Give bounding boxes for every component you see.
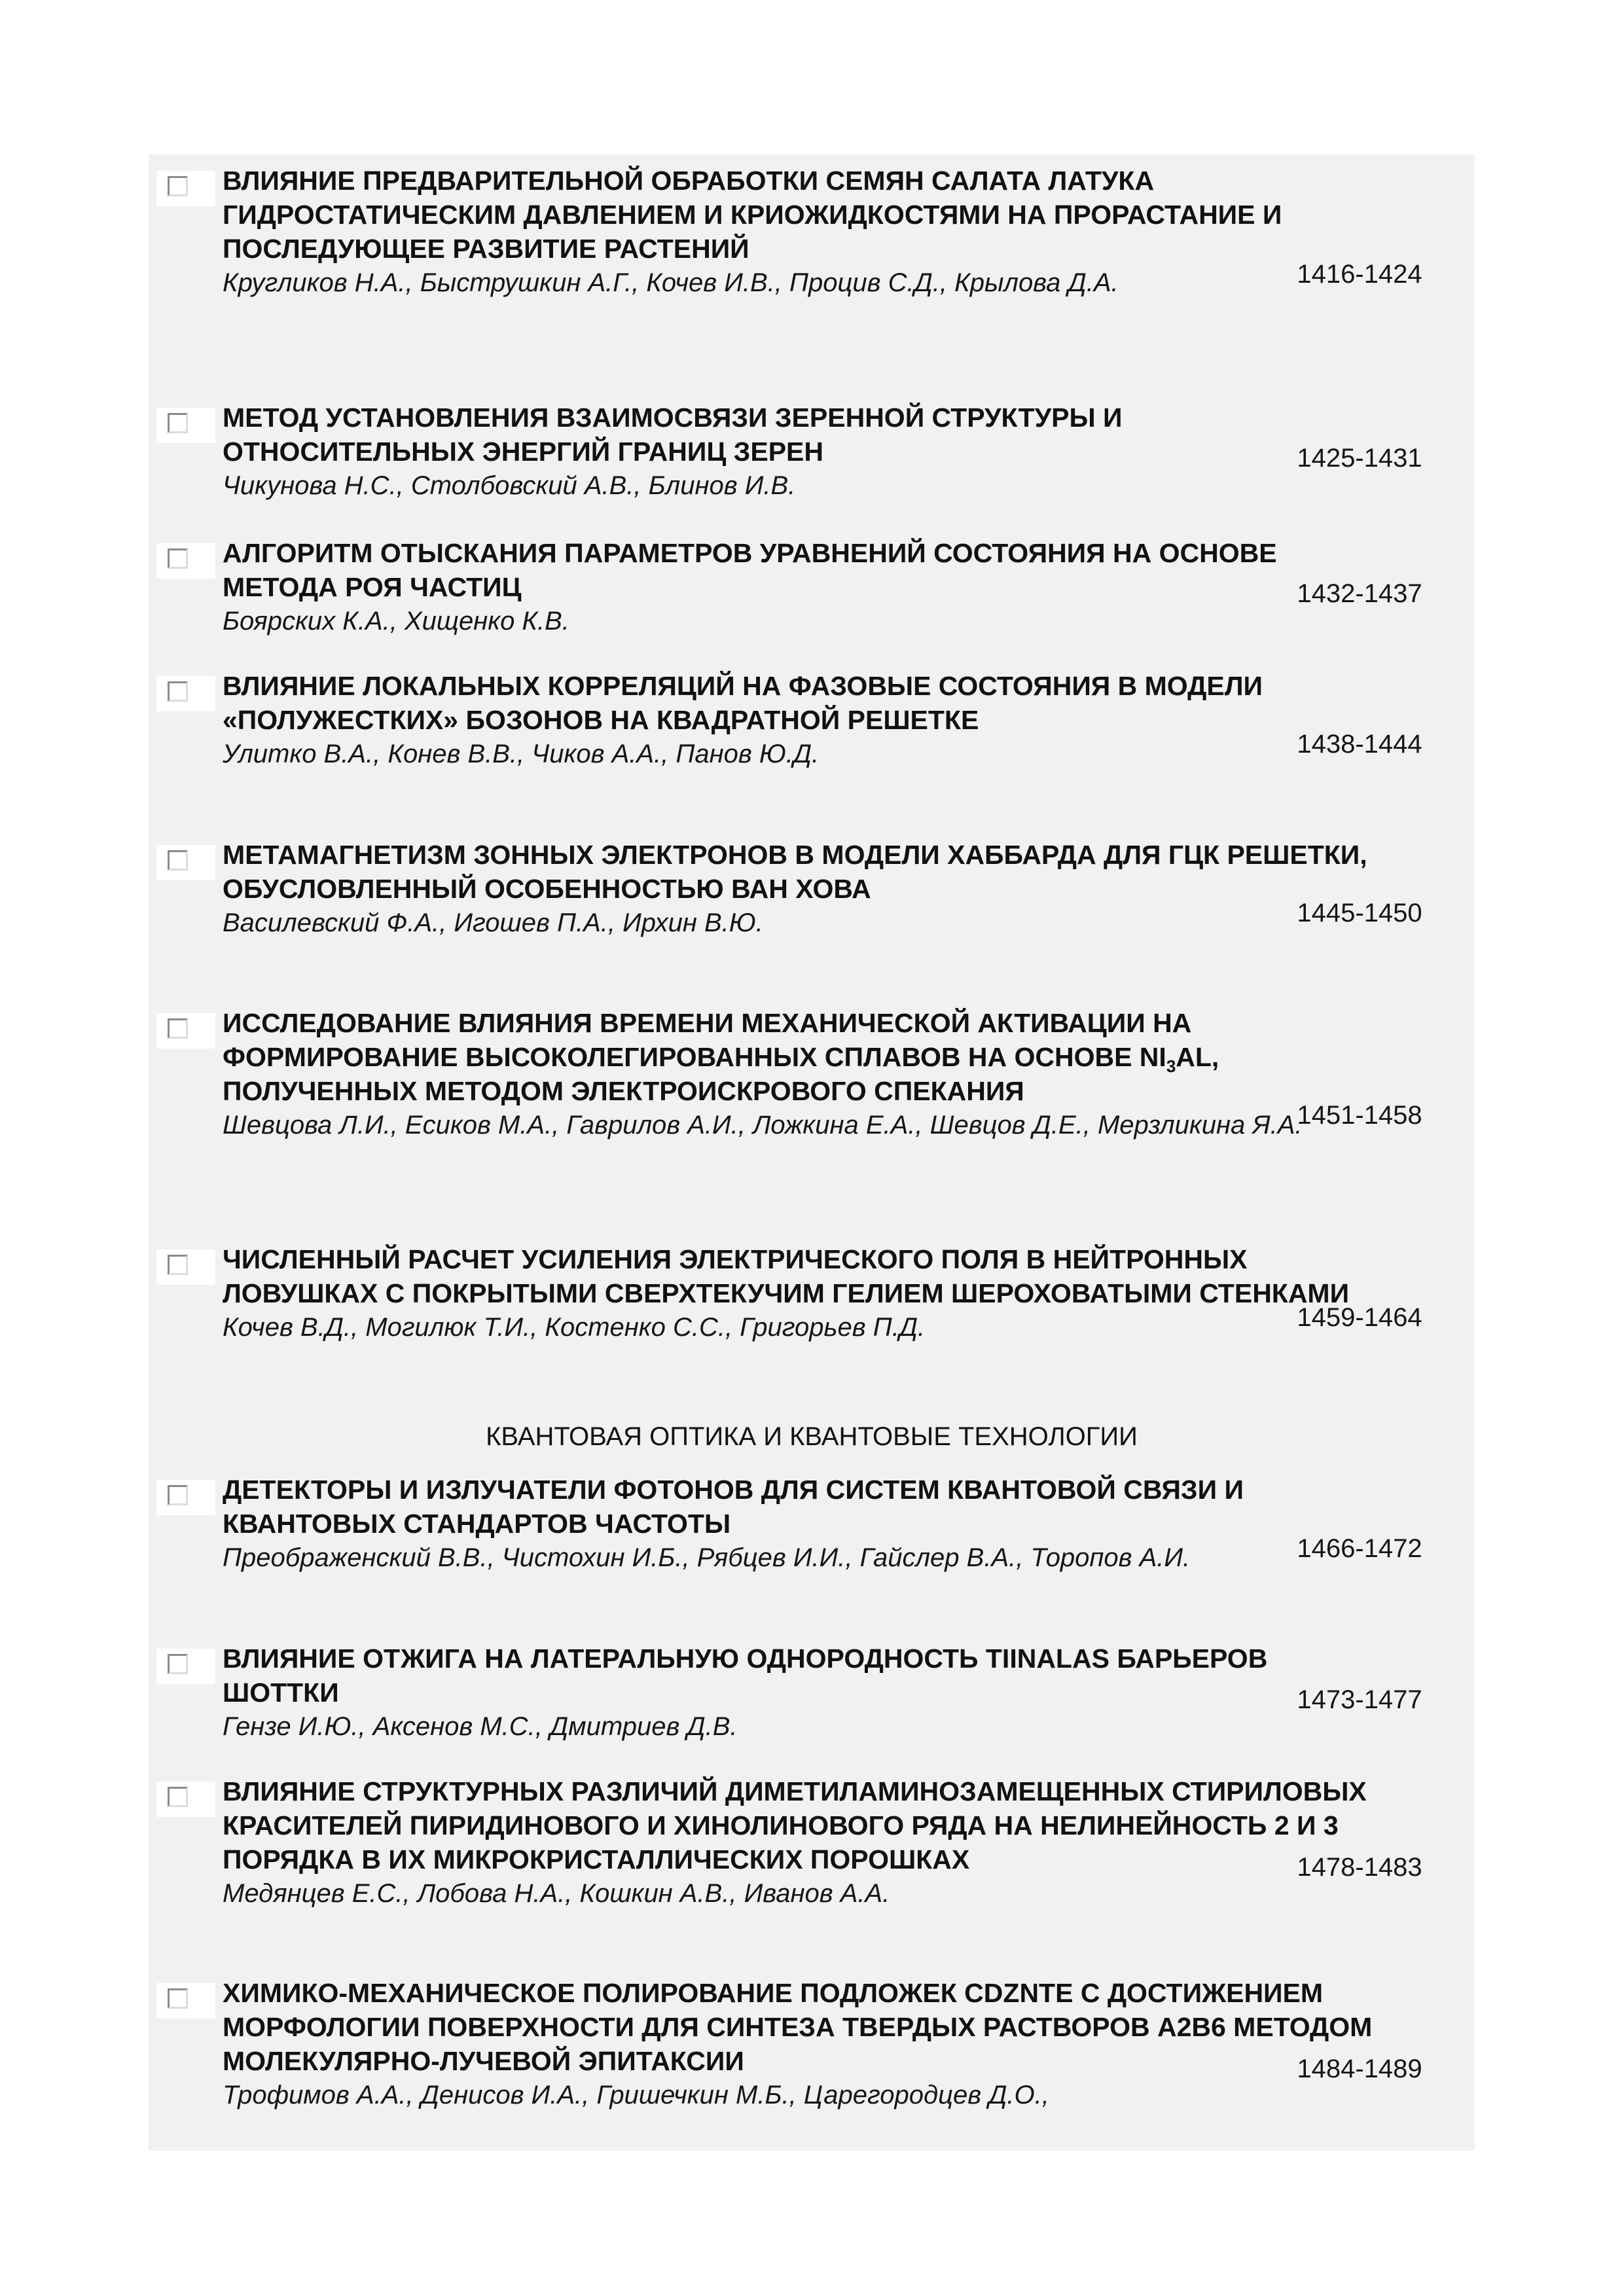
checkbox-box[interactable] [168,548,188,569]
page-range: 1466-1472 [1297,1534,1422,1563]
page-range: 1425-1431 [1297,444,1422,473]
article-title[interactable]: МЕТАМАГНЕТИЗМ ЗОННЫХ ЭЛЕКТРОНОВ В МОДЕЛИ ХАББАРДА ДЛЯ ГЦК РЕШЕТКИ, ОБУСЛОВЛЕННЫЙ ОСОБЕННОСТЬЮ ВАН ХОВА [223,840,1367,904]
article-authors: Шевцова Л.И., Есиков М.А., Гаврилов А.И., Ложкина Е.А., Шевцов Д.Е., Мерзликина Я.А. [223,1111,1303,1139]
article-authors: Боярских К.А., Хищенко К.В. [223,607,569,636]
title-part: ИССЛЕДОВАНИЕ ВЛИЯНИЯ ВРЕМЕНИ МЕХАНИЧЕСКОЙ АКТИВАЦИИ НА ФОРМИРОВАНИЕ ВЫСОКОЛЕГИРОВАННЫХ СПЛАВОВ НА ОСНОВЕ NI [223,1008,1192,1072]
entry-text [223,1774,1375,1910]
page-range: 1459-1464 [1297,1303,1422,1332]
entry-text [223,401,1375,503]
section-heading [149,1420,1475,1454]
article-title[interactable]: ХИМИКО-МЕХАНИЧЕСКОЕ ПОЛИРОВАНИЕ ПОДЛОЖЕК CDZNTE С ДОСТИЖЕНИЕМ МОРФОЛОГИИ ПОВЕРХНОСТИ ДЛЯ СИНТЕЗА ТВЕРДЫХ РАСТВОРОВ A2B6 МЕТОДОМ МОЛЕКУЛЯРНО-ЛУЧЕВОЙ ЭПИТАКСИИ [223,1978,1373,2076]
checkbox-box[interactable] [168,1654,188,1674]
checkbox-box[interactable] [168,1787,188,1807]
checkbox[interactable] [156,408,215,443]
page-range: 1445-1450 [1297,899,1422,927]
page-range: 1484-1489 [1297,2054,1422,2083]
entry-text [223,1641,1375,1744]
entry-text [223,164,1375,300]
article-authors: Кочев В.Д., Могилюк Т.И., Костенко С.С., Григорьев П.Д. [223,1313,926,1342]
entry-text [223,1242,1375,1344]
page-range: 1478-1483 [1297,1853,1422,1882]
article-authors: Гензе И.Ю., Аксенов М.С., Дмитриев Д.В. [223,1712,738,1741]
article-authors: Преображенский В.В., Чистохин И.Б., Рябцев И.И., Гайслер В.А., Торопов А.И. [223,1543,1191,1572]
article-authors: Улитко В.А., Конев В.В., Чиков А.А., Панов Ю.Д. [223,740,820,768]
checkbox[interactable] [156,676,215,711]
page-range: 1416-1424 [1297,260,1422,289]
article-title[interactable]: ДЕТЕКТОРЫ И ИЗЛУЧАТЕЛИ ФОТОНОВ ДЛЯ СИСТЕМ КВАНТОВОЙ СВЯЗИ И КВАНТОВЫХ СТАНДАРТОВ ЧАСТОТЫ [223,1475,1244,1539]
checkbox-box[interactable] [168,176,188,196]
article-authors: Чикунова Н.С., Столбовский А.В., Блинов И.В. [223,471,796,500]
entry-text [223,838,1375,940]
entry-text [223,1006,1375,1142]
article-title[interactable]: ВЛИЯНИЕ ПРЕДВАРИТЕЛЬНОЙ ОБРАБОТКИ СЕМЯН САЛАТА ЛАТУКА ГИДРОСТАТИЧЕСКИМ ДАВЛЕНИЕМ И КРИОЖИДКОСТЯМИ НА ПРОРАСТАНИЕ И ПОСЛЕДУЮЩЕЕ РАЗВИТИЕ РАСТЕНИЙ [223,166,1282,264]
title-part: AL, ПОЛУЧЕННЫХ МЕТОДОМ ЭЛЕКТРОИСКРОВОГО СПЕКАНИЯ [223,1042,1219,1106]
page-range: 1432-1437 [1297,579,1422,608]
article-authors: Трофимов А.А., Денисов И.А., Гришечкин М.Б., Царегородцев Д.О., [223,2081,1049,2109]
checkbox-box[interactable] [168,850,188,870]
article-title[interactable]: АЛГОРИТМ ОТЫСКАНИЯ ПАРАМЕТРОВ УРАВНЕНИЙ СОСТОЯНИЯ НА ОСНОВЕ МЕТОДА РОЯ ЧАСТИЦ [223,538,1277,602]
checkbox[interactable] [156,1983,215,2018]
article-authors: Кругликов Н.А., Быструшкин А.Г., Кочев И.В., Процив С.Д., Крылова Д.А. [223,268,1119,297]
article-title[interactable]: ВЛИЯНИЕ ЛОКАЛЬНЫХ КОРРЕЛЯЦИЙ НА ФАЗОВЫЕ СОСТОЯНИЯ В МОДЕЛИ «ПОЛУЖЕСТКИХ» БОЗОНОВ НА КВАДРАТНОЙ РЕШЕТКЕ [223,671,1263,735]
checkbox[interactable] [156,1782,215,1817]
contents-panel [149,154,1475,2151]
article-title[interactable]: ВЛИЯНИЕ ОТЖИГА НА ЛАТЕРАЛЬНУЮ ОДНОРОДНОСТЬ TIINALAS БАРЬЕРОВ ШОТТКИ [223,1643,1268,1708]
checkbox-box[interactable] [168,1988,188,2009]
page-range: 1438-1444 [1297,730,1422,759]
checkbox[interactable] [156,1013,215,1049]
page-range: 1473-1477 [1297,1685,1422,1714]
entry-text [223,536,1375,638]
checkbox-box[interactable] [168,1018,188,1039]
checkbox-box[interactable] [168,681,188,702]
entry-text [223,1976,1375,2112]
checkbox-box[interactable] [168,413,188,433]
entry-text [223,669,1375,771]
article-title[interactable]: ЧИСЛЕННЫЙ РАСЧЕТ УСИЛЕНИЯ ЭЛЕКТРИЧЕСКОГО ПОЛЯ В НЕЙТРОННЫХ ЛОВУШКАХ С ПОКРЫТЫМИ СВЕРХТЕКУЧИМ ГЕЛИЕМ ШЕРОХОВАТЫМИ СТЕНКАМИ [223,1244,1350,1308]
entry-text [223,1473,1375,1575]
checkbox-box[interactable] [168,1255,188,1275]
checkbox[interactable] [156,171,215,206]
page-range: 1451-1458 [1297,1101,1422,1130]
article-title[interactable]: МЕТОД УСТАНОВЛЕНИЯ ВЗАИМОСВЯЗИ ЗЕРЕННОЙ СТРУКТУРЫ И ОТНОСИТЕЛЬНЫХ ЭНЕРГИЙ ГРАНИЦ ЗЕРЕН [223,403,1123,467]
checkbox-box[interactable] [168,1485,188,1505]
checkbox[interactable] [156,1480,215,1515]
checkbox[interactable] [156,1249,215,1285]
article-title[interactable]: ВЛИЯНИЕ СТРУКТУРНЫХ РАЗЛИЧИЙ ДИМЕТИЛАМИНОЗАМЕЩЕННЫХ СТИРИЛОВЫХ КРАСИТЕЛЕЙ ПИРИДИНОВОГО И ХИНОЛИНОВОГО РЯДА НА НЕЛИНЕЙНОСТЬ 2 И 3 ПОРЯДКА В ИХ МИКРОКРИСТАЛЛИЧЕСКИХ ПОРОШКАХ [223,1776,1367,1874]
checkbox[interactable] [156,1649,215,1684]
article-title[interactable] [223,1006,1375,1108]
section-heading-text: КВАНТОВАЯ ОПТИКА И КВАНТОВЫЕ ТЕХНОЛОГИИ [486,1422,1138,1451]
title-subscript: 3 [1166,1056,1176,1077]
checkbox[interactable] [156,543,215,579]
article-authors: Медянцев Е.С., Лобова Н.А., Кошкин А.В., Иванов А.А. [223,1879,890,1908]
article-authors: Василевский Ф.А., Игошев П.А., Ирхин В.Ю. [223,908,763,937]
checkbox[interactable] [156,845,215,880]
